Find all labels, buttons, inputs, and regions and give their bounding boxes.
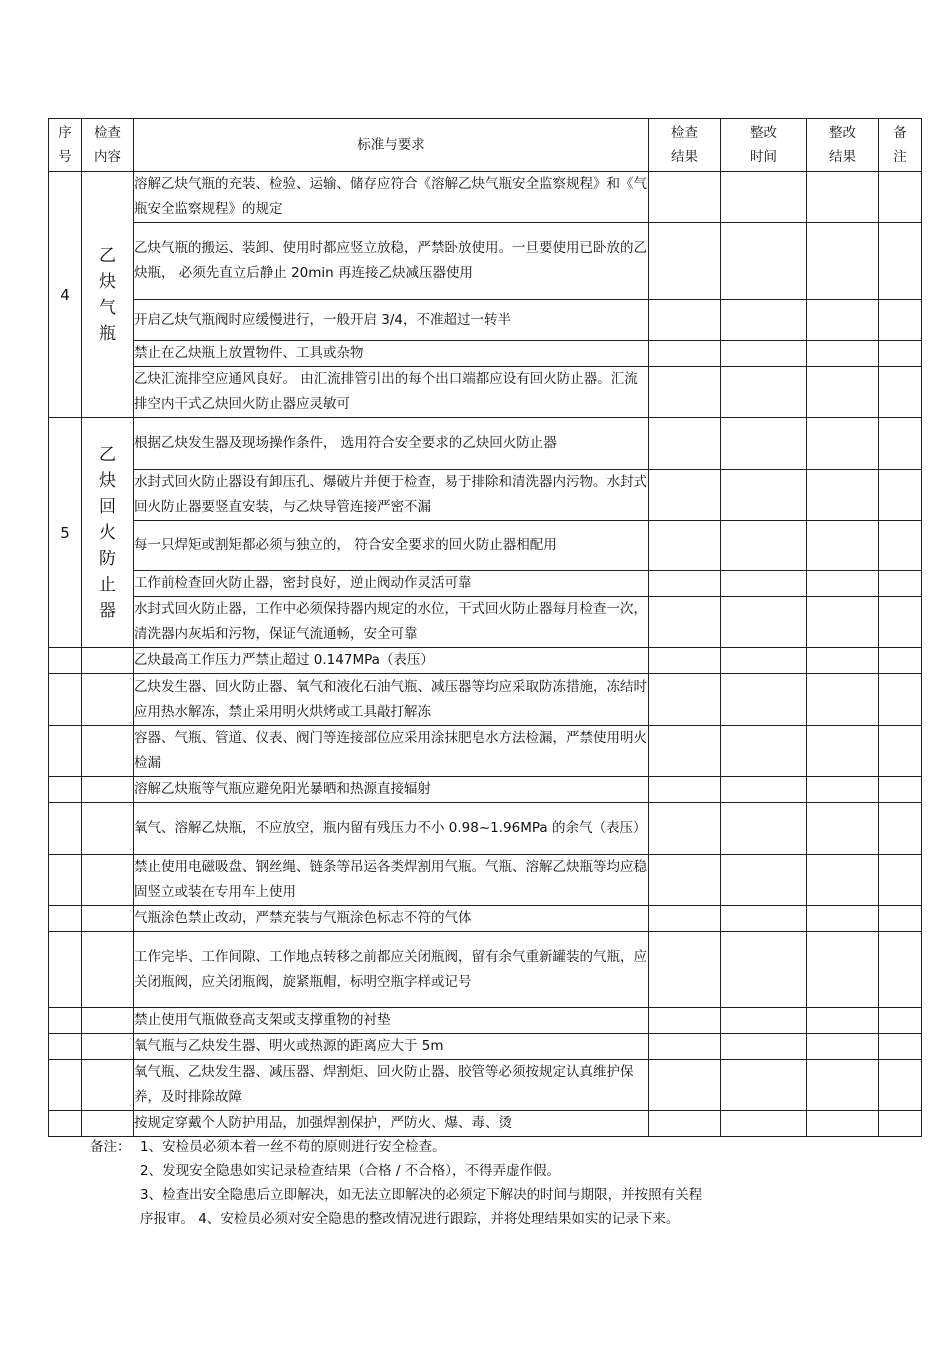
cell-rect-result[interactable] bbox=[807, 521, 879, 571]
cell-rect-result[interactable] bbox=[807, 1008, 879, 1034]
table-row bbox=[49, 300, 922, 341]
cell-rect-result[interactable] bbox=[807, 341, 879, 367]
cell-seq bbox=[49, 726, 82, 777]
cell-content bbox=[82, 906, 134, 932]
cell-check-result[interactable] bbox=[649, 223, 721, 300]
cell-rect-result[interactable] bbox=[807, 300, 879, 341]
cell-check-result[interactable] bbox=[649, 1008, 721, 1034]
note-line: 序报审。 4、安检员必须对安全隐患的整改情况进行跟踪，并将处理结果如实的记录下来。 bbox=[140, 1211, 680, 1227]
cell-remark[interactable] bbox=[879, 674, 922, 726]
cell-check-result[interactable] bbox=[649, 341, 721, 367]
table-row bbox=[49, 223, 922, 300]
table-row bbox=[49, 932, 922, 1008]
cell-rect-time[interactable] bbox=[721, 803, 807, 855]
cell-rect-result[interactable] bbox=[807, 172, 879, 223]
cell-check-result[interactable] bbox=[649, 1111, 721, 1137]
cell-rect-result[interactable] bbox=[807, 777, 879, 803]
standard-cell: 溶解乙炔气瓶的充装、检验、运输、储存应符合《溶解乙炔气瓶安全监察规程》和《气瓶安全监察规程》的规定 bbox=[134, 172, 649, 223]
cell-rect-result[interactable] bbox=[807, 597, 879, 648]
cell-check-result[interactable] bbox=[649, 172, 721, 223]
cell-remark[interactable] bbox=[879, 521, 922, 571]
cell-rect-time[interactable] bbox=[721, 1060, 807, 1111]
cell-remark[interactable] bbox=[879, 855, 922, 906]
cell-rect-time[interactable] bbox=[721, 1034, 807, 1060]
cell-remark[interactable] bbox=[879, 1034, 922, 1060]
cell-check-result[interactable] bbox=[649, 470, 721, 521]
standard-cell: 根据乙炔发生器及现场操作条件， 选用符合安全要求的乙炔回火防止器 bbox=[134, 418, 649, 470]
cell-remark[interactable] bbox=[879, 172, 922, 223]
cell-remark[interactable] bbox=[879, 223, 922, 300]
cell-check-result[interactable] bbox=[649, 906, 721, 932]
table-row bbox=[49, 571, 922, 597]
cell-check-result[interactable] bbox=[649, 1060, 721, 1111]
cell-rect-result[interactable] bbox=[807, 1060, 879, 1111]
cell-remark[interactable] bbox=[879, 1060, 922, 1111]
cell-rect-time[interactable] bbox=[721, 470, 807, 521]
cell-rect-time[interactable] bbox=[721, 726, 807, 777]
header-seq: 序 号 bbox=[49, 119, 82, 172]
cell-rect-time[interactable] bbox=[721, 1111, 807, 1137]
cell-remark[interactable] bbox=[879, 597, 922, 648]
cell-content bbox=[82, 777, 134, 803]
cell-rect-time[interactable] bbox=[721, 597, 807, 648]
cell-rect-time[interactable] bbox=[721, 648, 807, 674]
group-number: 4 bbox=[49, 172, 82, 418]
cell-seq bbox=[49, 855, 82, 906]
cell-check-result[interactable] bbox=[649, 932, 721, 1008]
cell-rect-result[interactable] bbox=[807, 674, 879, 726]
cell-check-result[interactable] bbox=[649, 418, 721, 470]
standard-cell: 工作前检查回火防止器，密封良好，逆止阀动作灵活可靠 bbox=[134, 571, 649, 597]
table-row bbox=[49, 726, 922, 777]
table-row bbox=[49, 341, 922, 367]
group-number: 5 bbox=[49, 418, 82, 648]
cell-check-result[interactable] bbox=[649, 521, 721, 571]
group-category: 乙 炔 回 火 防 止 器 bbox=[82, 418, 134, 648]
cell-remark[interactable] bbox=[879, 367, 922, 418]
cell-remark[interactable] bbox=[879, 932, 922, 1008]
table-row bbox=[49, 172, 922, 223]
cell-content bbox=[82, 674, 134, 726]
cell-rect-result[interactable] bbox=[807, 906, 879, 932]
note-line: 2、发现安全隐患如实记录检查结果（合格 / 不合格），不得弄虚作假。 bbox=[140, 1163, 560, 1179]
header-remark: 备 注 bbox=[879, 119, 922, 172]
standard-cell: 禁止使用电磁吸盘、钢丝绳、链条等吊运各类焊割用气瓶。气瓶、溶解乙炔瓶等均应稳固竖立或装在专用车上使用 bbox=[134, 855, 649, 906]
cell-content bbox=[82, 855, 134, 906]
table-row bbox=[49, 1060, 922, 1111]
cell-remark[interactable] bbox=[879, 571, 922, 597]
table-row bbox=[49, 906, 922, 932]
table-row bbox=[49, 648, 922, 674]
cell-seq bbox=[49, 1060, 82, 1111]
table-row bbox=[49, 470, 922, 521]
cell-rect-time[interactable] bbox=[721, 521, 807, 571]
header-row bbox=[49, 119, 922, 172]
cell-rect-result[interactable] bbox=[807, 1034, 879, 1060]
cell-remark[interactable] bbox=[879, 341, 922, 367]
cell-seq bbox=[49, 1111, 82, 1137]
cell-rect-time[interactable] bbox=[721, 777, 807, 803]
cell-content bbox=[82, 648, 134, 674]
cell-check-result[interactable] bbox=[649, 803, 721, 855]
cell-rect-time[interactable] bbox=[721, 172, 807, 223]
table-row bbox=[49, 1008, 922, 1034]
standard-cell: 乙炔发生器、回火防止器、氧气和液化石油气瓶、减压器等均应采取防冻措施，冻结时应用热水解冻，禁止采用明火烘烤或工具敲打解冻 bbox=[134, 674, 649, 726]
cell-check-result[interactable] bbox=[649, 726, 721, 777]
note-line: 3、检查出安全隐患后立即解决，如无法立即解决的必须定下解决的时间与期限，并按照有关程 bbox=[140, 1187, 703, 1203]
cell-check-result[interactable] bbox=[649, 300, 721, 341]
cell-check-result[interactable] bbox=[649, 571, 721, 597]
cell-rect-result[interactable] bbox=[807, 855, 879, 906]
cell-seq bbox=[49, 932, 82, 1008]
cell-check-result[interactable] bbox=[649, 367, 721, 418]
standard-cell: 开启乙炔气瓶阀时应缓慢进行，一般开启 3/4，不准超过一转半 bbox=[134, 300, 649, 341]
standard-cell: 乙炔汇流排空应通风良好。 由汇流排管引出的每个出口端都应设有回火防止器。汇流排空内干式乙炔回火防止器应灵敏可 bbox=[134, 367, 649, 418]
cell-content bbox=[82, 1034, 134, 1060]
notes bbox=[90, 1135, 790, 1231]
cell-remark[interactable] bbox=[879, 300, 922, 341]
table-row bbox=[49, 367, 922, 418]
notes-label: 备注： bbox=[90, 1139, 131, 1155]
cell-rect-result[interactable] bbox=[807, 726, 879, 777]
standard-cell: 工作完毕、工作间隙、工作地点转移之前都应关闭瓶阀，留有余气重新罐装的气瓶，应关闭瓶阀，应关闭瓶阀，旋紧瓶帽，标明空瓶字样或记号 bbox=[134, 932, 649, 1008]
table-row bbox=[49, 777, 922, 803]
cell-rect-result[interactable] bbox=[807, 367, 879, 418]
cell-content bbox=[82, 803, 134, 855]
standard-cell: 乙炔气瓶的搬运、装卸、使用时都应竖立放稳，严禁卧放使用。一旦要使用已卧放的乙炔瓶， 必须先直立后静止 20min 再连接乙炔减压器使用 bbox=[134, 223, 649, 300]
cell-content bbox=[82, 1111, 134, 1137]
cell-remark[interactable] bbox=[879, 1111, 922, 1137]
cell-rect-time[interactable] bbox=[721, 418, 807, 470]
cell-seq bbox=[49, 906, 82, 932]
table-row bbox=[49, 1034, 922, 1060]
cell-remark[interactable] bbox=[879, 777, 922, 803]
cell-rect-time[interactable] bbox=[721, 674, 807, 726]
header-result: 检查 结果 bbox=[649, 119, 721, 172]
cell-rect-result[interactable] bbox=[807, 648, 879, 674]
cell-remark[interactable] bbox=[879, 803, 922, 855]
standard-cell: 按规定穿戴个人防护用品，加强焊割保护，严防火、爆、毒、烫 bbox=[134, 1111, 649, 1137]
standard-cell: 氧气瓶与乙炔发生器、明火或热源的距离应大于 5m bbox=[134, 1034, 649, 1060]
header-rect-result: 整改 结果 bbox=[807, 119, 879, 172]
cell-rect-time[interactable] bbox=[721, 855, 807, 906]
cell-check-result[interactable] bbox=[649, 674, 721, 726]
standard-cell: 气瓶涂色禁止改动，严禁充装与气瓶涂色标志不符的气体 bbox=[134, 906, 649, 932]
cell-remark[interactable] bbox=[879, 726, 922, 777]
cell-check-result[interactable] bbox=[649, 855, 721, 906]
cell-content bbox=[82, 726, 134, 777]
cell-rect-time[interactable] bbox=[721, 906, 807, 932]
standard-cell: 每一只焊矩或割矩都必须与独立的， 符合安全要求的回火防止器相配用 bbox=[134, 521, 649, 571]
cell-rect-result[interactable] bbox=[807, 803, 879, 855]
cell-rect-result[interactable] bbox=[807, 1111, 879, 1137]
cell-content bbox=[82, 1060, 134, 1111]
cell-content bbox=[82, 932, 134, 1008]
table-row bbox=[49, 1111, 922, 1137]
inspection-table bbox=[48, 118, 922, 1137]
note-line: 1、安检员必须本着一丝不苟的原则进行安全检查。 bbox=[140, 1139, 446, 1155]
cell-rect-time[interactable] bbox=[721, 341, 807, 367]
header-rect-time: 整改 时间 bbox=[721, 119, 807, 172]
cell-remark[interactable] bbox=[879, 906, 922, 932]
cell-rect-time[interactable] bbox=[721, 300, 807, 341]
standard-cell: 禁止在乙炔瓶上放置物件、工具或杂物 bbox=[134, 341, 649, 367]
standard-cell: 乙炔最高工作压力严禁止超过 0.147MPa（表压） bbox=[134, 648, 649, 674]
cell-seq bbox=[49, 648, 82, 674]
cell-seq bbox=[49, 803, 82, 855]
standard-cell: 水封式回火防止器，工作中必须保持器内规定的水位，干式回火防止器每月检查一次，清洗器内灰垢和污物，保证气流通畅，安全可靠 bbox=[134, 597, 649, 648]
cell-remark[interactable] bbox=[879, 418, 922, 470]
standard-cell: 禁止使用气瓶做登高支架或支撑重物的衬垫 bbox=[134, 1008, 649, 1034]
cell-rect-time[interactable] bbox=[721, 367, 807, 418]
table-row bbox=[49, 597, 922, 648]
cell-rect-time[interactable] bbox=[721, 932, 807, 1008]
cell-rect-result[interactable] bbox=[807, 932, 879, 1008]
cell-rect-time[interactable] bbox=[721, 223, 807, 300]
cell-seq bbox=[49, 1008, 82, 1034]
table-row bbox=[49, 674, 922, 726]
cell-rect-time[interactable] bbox=[721, 571, 807, 597]
table-row bbox=[49, 521, 922, 571]
cell-rect-time[interactable] bbox=[721, 1008, 807, 1034]
standard-cell: 容器、气瓶、管道、仪表、阀门等连接部位应采用涂抹肥皂水方法检漏，严禁使用明火检漏 bbox=[134, 726, 649, 777]
cell-check-result[interactable] bbox=[649, 597, 721, 648]
cell-check-result[interactable] bbox=[649, 648, 721, 674]
standard-cell: 水封式回火防止器设有卸压孔、爆破片并便于检查，易于排除和清洗器内污物。水封式回火防止器要竖直安装，与乙炔导管连接严密不漏 bbox=[134, 470, 649, 521]
cell-rect-result[interactable] bbox=[807, 223, 879, 300]
cell-remark[interactable] bbox=[879, 470, 922, 521]
standard-cell: 氧气、溶解乙炔瓶，不应放空，瓶内留有残压力不小 0.98~1.96MPa 的余气（表压） bbox=[134, 803, 649, 855]
header-content: 检查 内容 bbox=[82, 119, 134, 172]
cell-check-result[interactable] bbox=[649, 777, 721, 803]
cell-content bbox=[82, 1008, 134, 1034]
table-row bbox=[49, 855, 922, 906]
table-row bbox=[49, 803, 922, 855]
cell-rect-result[interactable] bbox=[807, 571, 879, 597]
cell-remark[interactable] bbox=[879, 1008, 922, 1034]
cell-seq bbox=[49, 777, 82, 803]
cell-rect-result[interactable] bbox=[807, 470, 879, 521]
cell-rect-result[interactable] bbox=[807, 418, 879, 470]
group-category: 乙 炔 气 瓶 bbox=[82, 172, 134, 418]
standard-cell: 溶解乙炔瓶等气瓶应避免阳光暴晒和热源直接辐射 bbox=[134, 777, 649, 803]
cell-seq bbox=[49, 1034, 82, 1060]
cell-check-result[interactable] bbox=[649, 1034, 721, 1060]
cell-seq bbox=[49, 674, 82, 726]
table-row bbox=[49, 418, 922, 470]
header-standard: 标准与要求 bbox=[134, 119, 649, 172]
standard-cell: 氧气瓶、乙炔发生器、减压器、焊割炬、回火防止器、胶管等必须按规定认真维护保养，及时排除故障 bbox=[134, 1060, 649, 1111]
cell-remark[interactable] bbox=[879, 648, 922, 674]
